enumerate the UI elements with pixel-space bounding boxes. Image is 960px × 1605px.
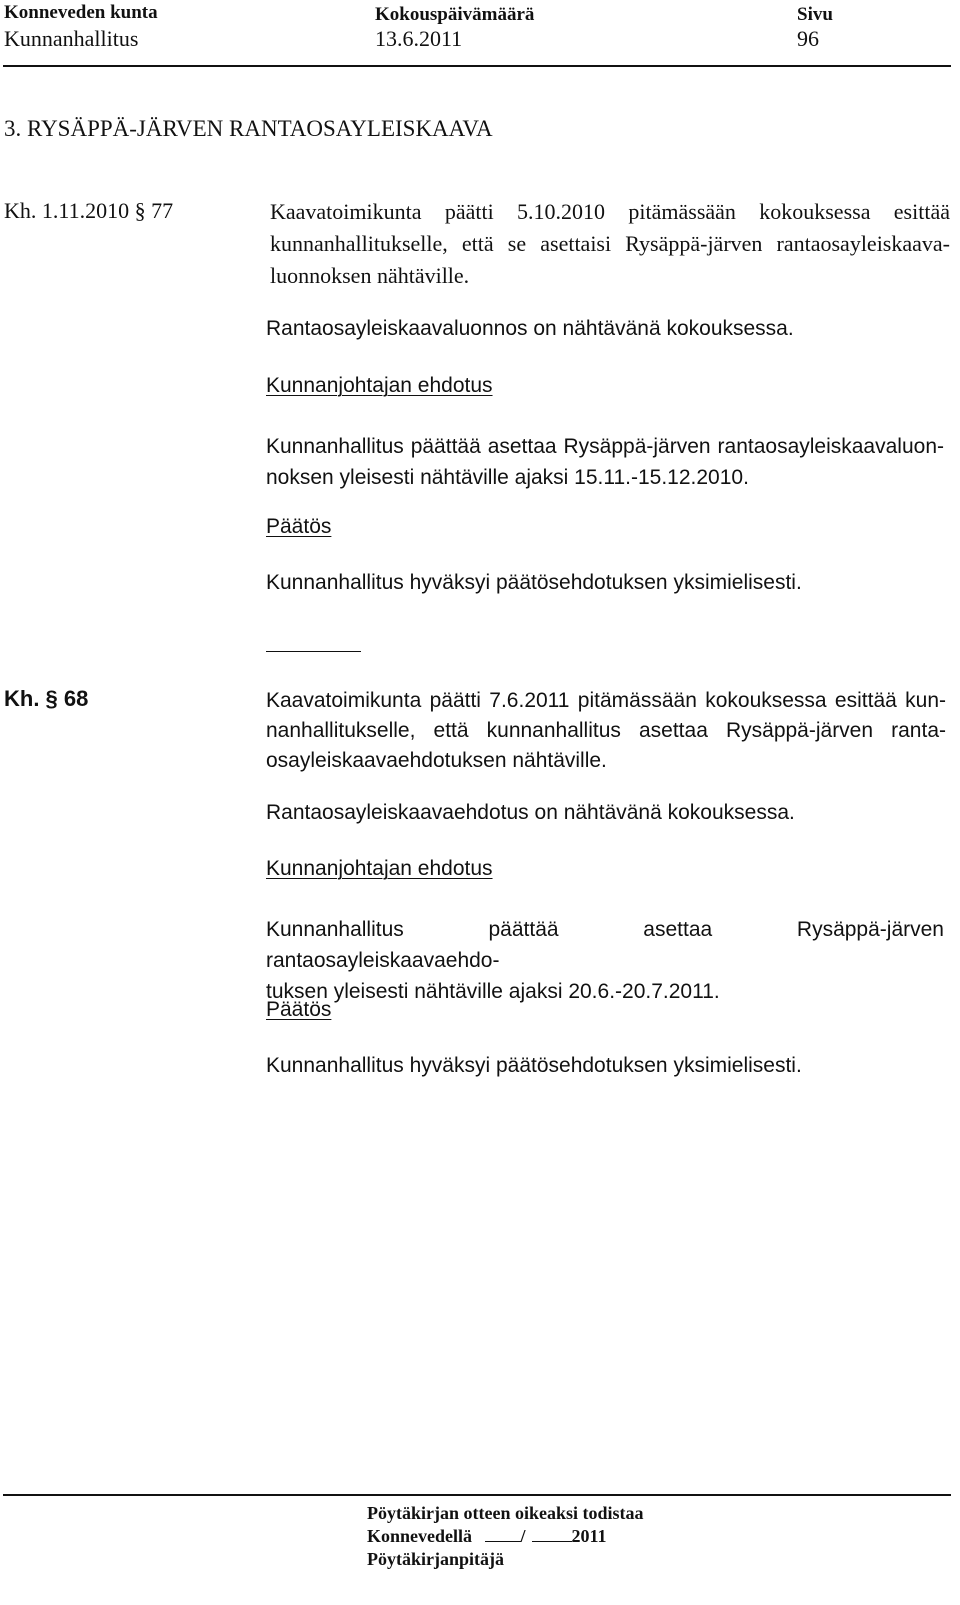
certification-place: Konnevedellä <box>367 1526 473 1546</box>
date-label: Kokouspäivämäärä <box>375 4 535 25</box>
item-paragraph: Rantaosayleiskaavaluonnos on nähtävänä kokouksessa. <box>266 317 794 340</box>
body-name: Kunnanhallitus <box>4 26 139 51</box>
proposal-line: tuksen yleisesti nähtäville ajaksi 20.6.-20.7.2011. <box>266 980 720 1003</box>
proposal-heading: Kunnanjohtajan ehdotus <box>266 374 493 397</box>
organization-name: Konneveden kunta <box>4 2 158 23</box>
certification-year: 2011 <box>571 1526 607 1546</box>
day-blank <box>485 1527 521 1542</box>
footer-rule <box>3 1494 951 1496</box>
decision-text: Kunnanhallitus hyväksyi päätösehdotuksen yksimielisesti. <box>266 571 802 594</box>
page-label: Sivu <box>797 4 833 25</box>
decision-text: Kunnanhallitus hyväksyi päätösehdotuksen yksimielisesti. <box>266 1054 802 1077</box>
item-reference: Kh. 1.11.2010 § 77 <box>4 198 174 223</box>
proposal-line: noksen yleisesti nähtäville ajaksi 15.11.-15.12.2010. <box>266 466 749 489</box>
proposal-line: Kunnanhallitus päättää asettaa Rysäppä-järven rantaosayleiskaavaluon- <box>266 435 944 458</box>
paragraph-line: osayleiskaavaehdotuksen nähtäville. <box>266 749 607 772</box>
month-blank <box>532 1527 572 1542</box>
proposal-heading: Kunnanjohtajan ehdotus <box>266 857 493 880</box>
section-title: 3. RYSÄPPÄ-JÄRVEN RANTAOSAYLEISKAAVA <box>4 116 493 141</box>
proposal-text <box>266 914 944 1007</box>
item-paragraph <box>266 686 946 776</box>
item-reference: Kh. § 68 <box>4 686 89 711</box>
proposal-text <box>266 431 944 493</box>
header-rule <box>3 65 951 67</box>
item-paragraph: Rantaosayleiskaavaehdotus on nähtävänä kokouksessa. <box>266 801 795 824</box>
paragraph-line: Kaavatoimikunta päätti 7.6.2011 pitämässään kokouksessa esittää kun- <box>266 689 946 712</box>
item-paragraph <box>270 196 950 292</box>
date-value: 13.6.2011 <box>375 26 463 51</box>
paragraph-line: Kaavatoimikunta päätti 5.10.2010 pitämässään kokouksessa esittää <box>270 199 950 224</box>
secretary-title: Pöytäkirjanpitäjä <box>367 1549 504 1569</box>
proposal-line: Kunnanhallitus päättää asettaa Rysäppä-järven rantaosayleiskaavaehdo- <box>266 918 944 972</box>
paragraph-line: luonnoksen nähtäville. <box>270 263 470 288</box>
page-number: 96 <box>797 26 819 51</box>
decision-heading: Päätös <box>266 998 332 1021</box>
certification-line: Pöytäkirjan otteen oikeaksi todistaa <box>367 1503 644 1523</box>
certification-place-date <box>367 1526 607 1547</box>
paragraph-line: kunnanhallitukselle, että se asettaisi Rysäppä-järven rantaosayleiskaava- <box>270 231 950 256</box>
decision-heading: Päätös <box>266 515 332 538</box>
date-separator: / <box>520 1526 526 1546</box>
separator-line <box>266 651 361 652</box>
paragraph-line: nanhallitukselle, että kunnanhallitus asettaa Rysäppä-järven ranta- <box>266 719 946 742</box>
